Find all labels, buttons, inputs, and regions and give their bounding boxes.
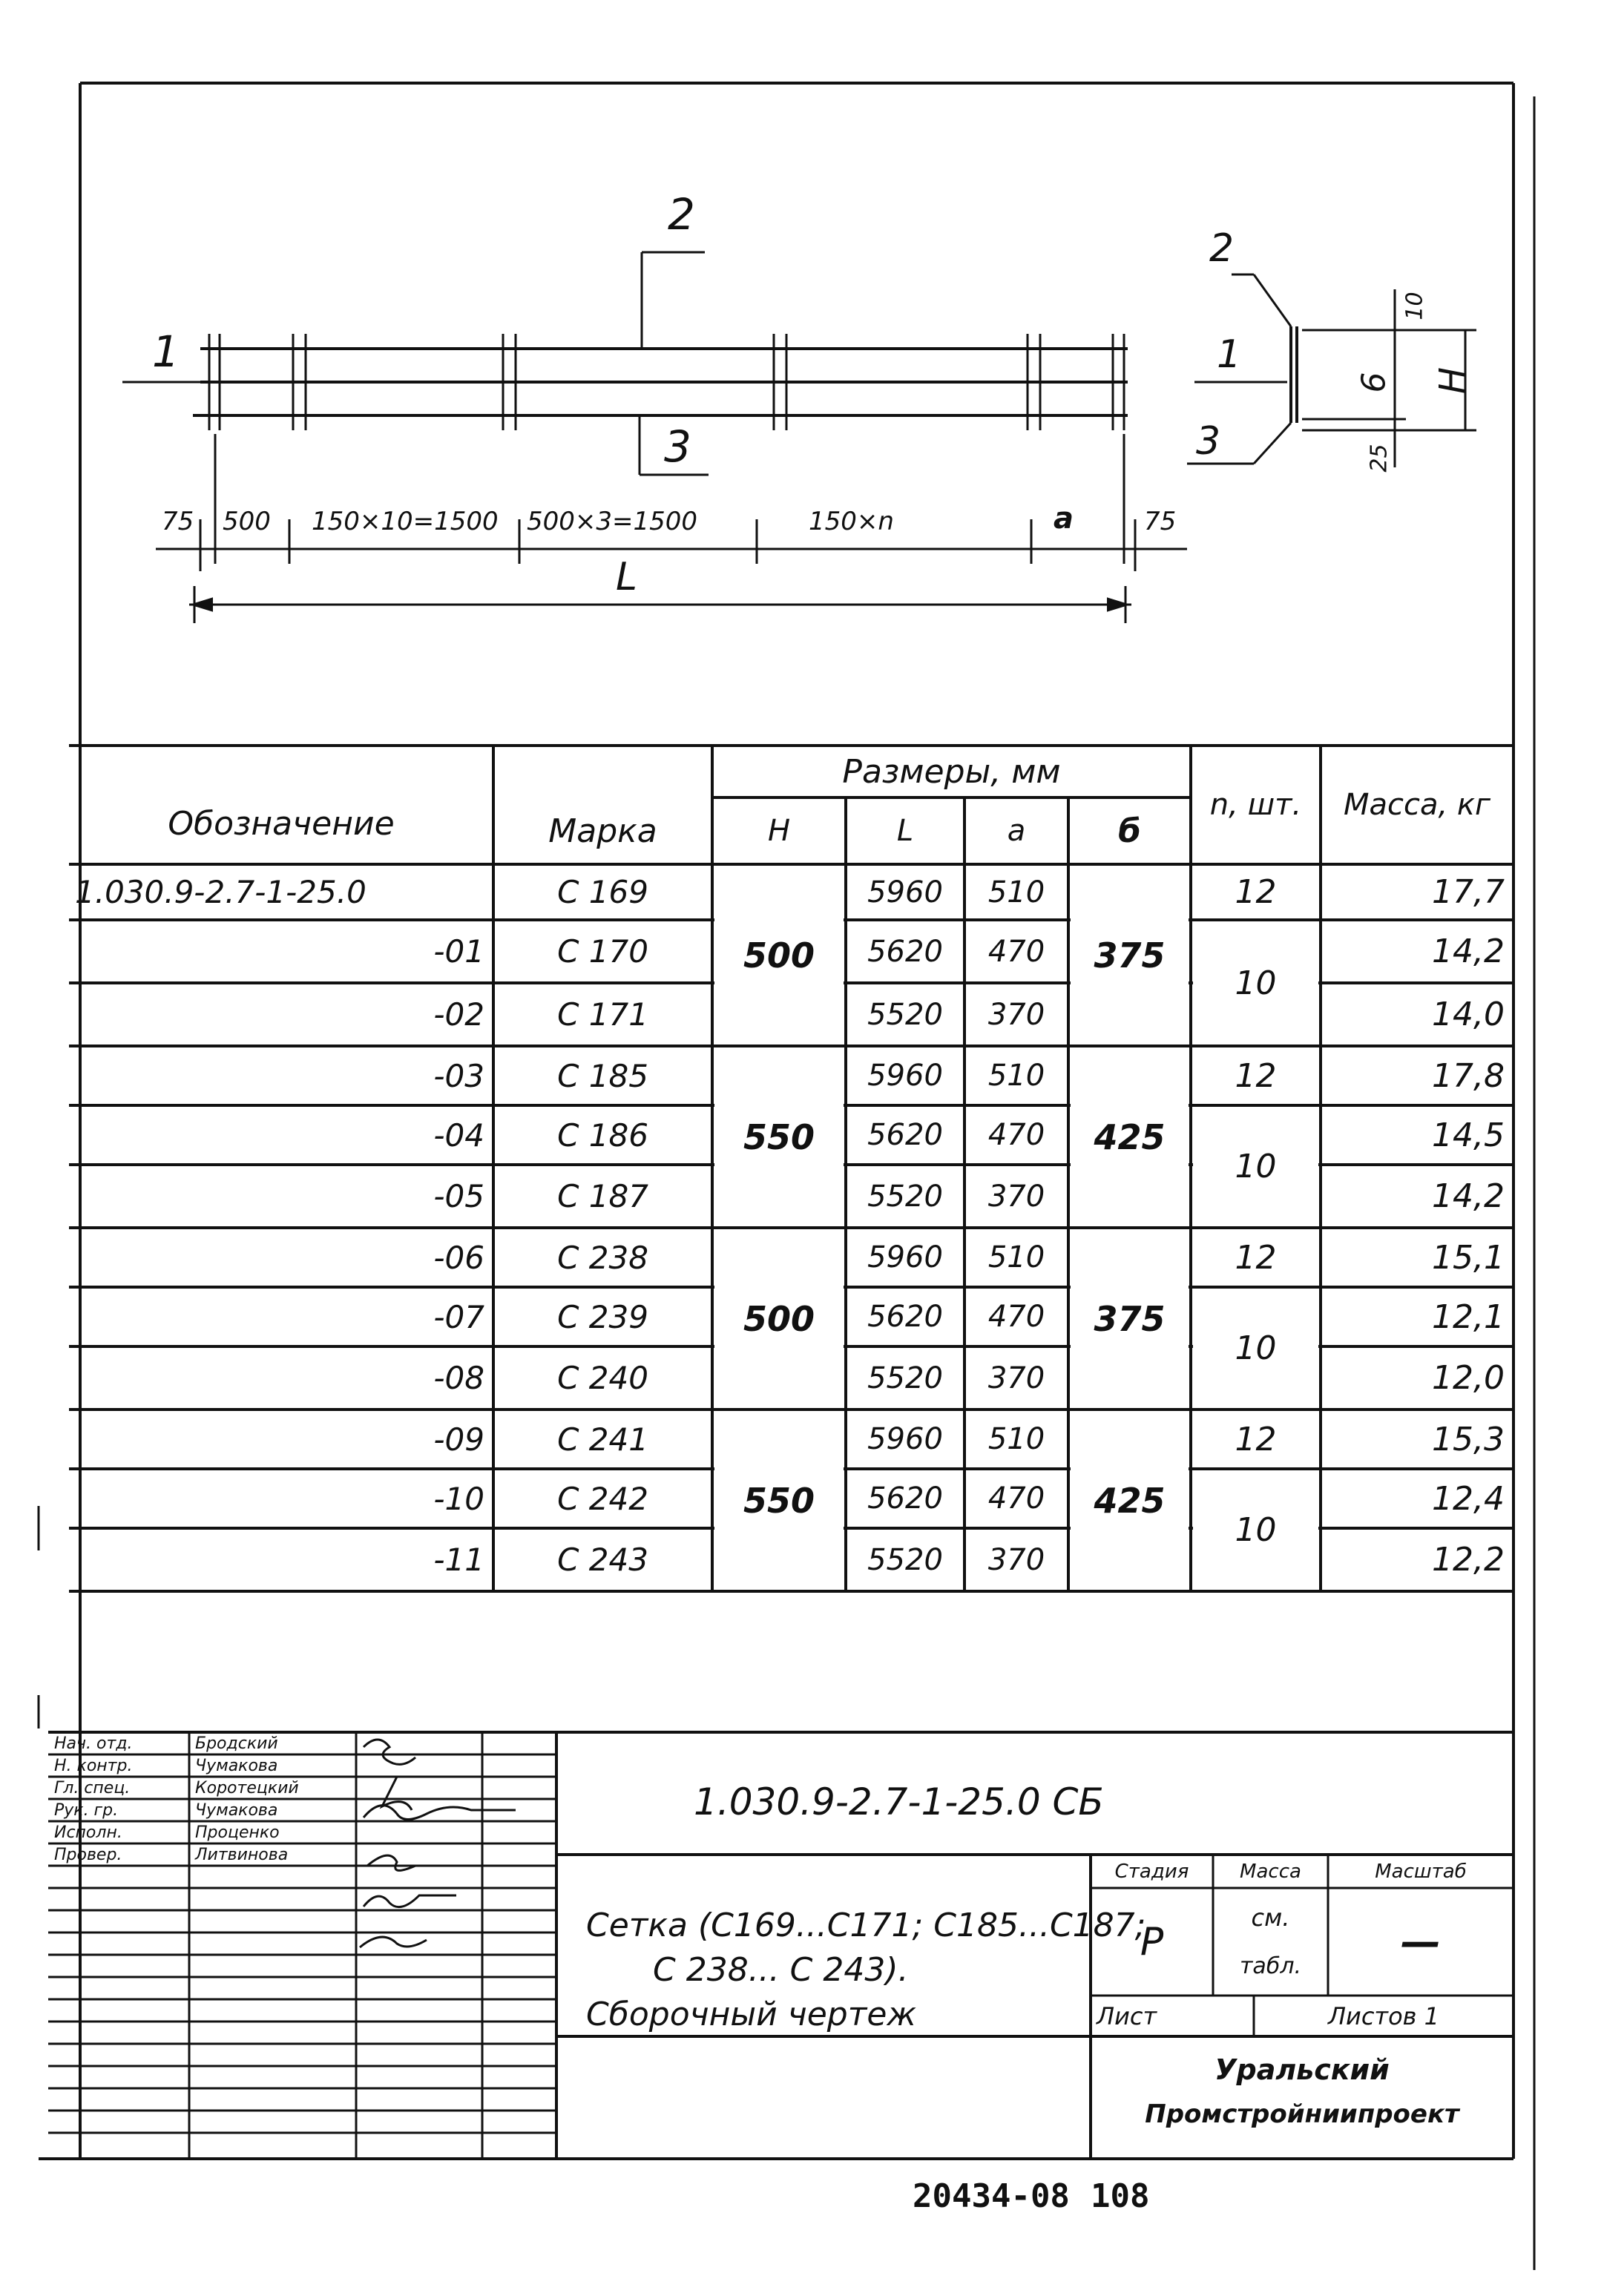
group-count: 10 xyxy=(1235,1148,1277,1185)
row-length: 5960 xyxy=(867,1059,943,1093)
row-mark: С 240 xyxy=(557,1360,648,1396)
role-label: Исполн. xyxy=(54,1823,122,1842)
row-designation: -01 xyxy=(433,933,484,970)
dim-500: 500 xyxy=(223,507,271,536)
section-callout-3: 3 xyxy=(1196,419,1221,464)
role-label: Нач. отд. xyxy=(54,1734,133,1753)
row-a: 470 xyxy=(987,1481,1045,1516)
section-dim-10: 10 xyxy=(1401,292,1428,320)
row-length: 5960 xyxy=(867,1422,943,1456)
row-mark: С 187 xyxy=(557,1178,648,1214)
row-mass: 12,4 xyxy=(1432,1479,1505,1518)
dim-75-left: 75 xyxy=(162,507,194,536)
row-mass: 14,2 xyxy=(1432,932,1505,970)
callout-2: 2 xyxy=(668,189,695,240)
row-length: 5620 xyxy=(867,1118,943,1152)
section-dim-H: H xyxy=(1432,366,1474,395)
callout-1: 1 xyxy=(152,326,180,377)
person-name: Бродский xyxy=(195,1734,278,1753)
row-mark: С 186 xyxy=(557,1116,648,1154)
row-a: 510 xyxy=(987,1240,1045,1274)
group-height: 500 xyxy=(743,935,815,976)
scale-label: Масштаб xyxy=(1375,1860,1467,1883)
row-count: 12 xyxy=(1235,873,1277,911)
header-b: б xyxy=(1118,812,1141,850)
header-mass: Масса, кг xyxy=(1343,788,1491,822)
row-length: 5520 xyxy=(867,1361,943,1395)
stage-label: Стадия xyxy=(1114,1860,1189,1883)
row-length: 5620 xyxy=(867,934,943,969)
row-a: 470 xyxy=(987,934,1045,969)
section-callout-2: 2 xyxy=(1209,226,1235,271)
row-a: 370 xyxy=(987,1542,1045,1577)
header-a: a xyxy=(1007,814,1026,848)
row-designation: -07 xyxy=(433,1298,484,1335)
row-a: 370 xyxy=(987,1179,1045,1214)
role-label: Гл. спец. xyxy=(54,1778,131,1797)
row-count: 12 xyxy=(1235,1056,1277,1095)
dim-length-L: L xyxy=(616,555,637,599)
document-code: 1.030.9-2.7-1-25.0 СБ xyxy=(694,1780,1104,1823)
group-b: 425 xyxy=(1094,1480,1166,1521)
row-mass: 14,5 xyxy=(1432,1116,1505,1154)
row-length: 5520 xyxy=(867,1179,943,1214)
header-designation: Обозначение xyxy=(168,804,395,843)
header-sizes: Размеры, мм xyxy=(842,752,1061,791)
group-height: 550 xyxy=(743,1480,815,1521)
person-name: Чумакова xyxy=(195,1756,278,1775)
section-dim-6: 6 xyxy=(1355,372,1393,393)
row-mark: С 169 xyxy=(557,874,648,910)
row-designation: -11 xyxy=(433,1542,484,1578)
row-designation: -04 xyxy=(433,1116,484,1154)
sheets-label: Листов 1 xyxy=(1327,2001,1440,2030)
row-mass: 12,2 xyxy=(1432,1541,1505,1579)
row-designation: 1.030.9-2.7-1-25.0 xyxy=(75,874,367,910)
role-label: Провер. xyxy=(54,1845,122,1864)
organization-line-1: Уральский xyxy=(1214,2053,1390,2086)
row-mass: 14,2 xyxy=(1432,1177,1505,1215)
section-callout-1: 1 xyxy=(1217,332,1242,377)
person-name: Чумакова xyxy=(195,1800,278,1820)
header-h: H xyxy=(767,814,791,848)
dim-75-right: 75 xyxy=(1144,507,1177,536)
group-count: 10 xyxy=(1235,964,1277,1002)
group-b: 375 xyxy=(1094,935,1166,976)
person-name: Литвинова xyxy=(195,1845,289,1864)
drawing-title-line-3: Сборочный чертеж xyxy=(586,1996,917,2033)
callout-3: 3 xyxy=(664,421,691,472)
group-height: 500 xyxy=(743,1298,815,1339)
mass-label: Масса xyxy=(1240,1860,1301,1883)
row-mass: 17,8 xyxy=(1432,1056,1505,1095)
row-a: 370 xyxy=(987,1361,1045,1395)
scale-value: — xyxy=(1401,1918,1441,1965)
row-mark: С 170 xyxy=(557,933,648,970)
row-designation: -03 xyxy=(433,1057,484,1094)
person-name: Коротецкий xyxy=(195,1778,299,1797)
row-a: 370 xyxy=(987,997,1045,1032)
group-count: 10 xyxy=(1235,1511,1277,1549)
row-length: 5960 xyxy=(867,1240,943,1274)
header-mark: Марка xyxy=(548,812,657,850)
row-designation: -02 xyxy=(433,996,484,1033)
row-mark: С 171 xyxy=(557,996,648,1033)
dim-a: a xyxy=(1054,501,1074,536)
group-b: 375 xyxy=(1094,1298,1166,1339)
row-mass: 17,7 xyxy=(1432,873,1505,911)
row-mass: 15,1 xyxy=(1432,1238,1505,1277)
organization-line-2: Промстройниипроект xyxy=(1145,2099,1459,2129)
row-mark: С 185 xyxy=(557,1057,648,1094)
person-name: Проценко xyxy=(195,1823,280,1842)
row-a: 510 xyxy=(987,875,1045,909)
row-designation: -06 xyxy=(433,1239,484,1276)
role-label: Рук. гр. xyxy=(54,1800,119,1820)
row-length: 5620 xyxy=(867,1300,943,1334)
archive-stamp: 20434-08 xyxy=(913,2177,1070,2215)
dim-150xn: 150×n xyxy=(809,507,894,536)
role-label: Н. контр. xyxy=(54,1756,133,1775)
row-mark: С 241 xyxy=(557,1421,648,1458)
group-height: 550 xyxy=(743,1116,815,1157)
drawing-title-line-1: Сетка (С169...С171; С185...С187; xyxy=(586,1907,1146,1944)
row-designation: -05 xyxy=(433,1178,484,1214)
header-n: n, шт. xyxy=(1209,788,1302,822)
row-length: 5520 xyxy=(867,997,943,1032)
mesh-side-view xyxy=(122,252,1187,623)
mass-value-1: см. xyxy=(1251,1904,1290,1932)
row-a: 510 xyxy=(987,1059,1045,1093)
row-mass: 12,0 xyxy=(1432,1359,1505,1397)
group-b: 425 xyxy=(1094,1116,1166,1157)
section-dim-25: 25 xyxy=(1366,444,1393,473)
row-mark: С 239 xyxy=(557,1298,648,1335)
row-a: 470 xyxy=(987,1300,1045,1334)
row-length: 5520 xyxy=(867,1542,943,1577)
row-designation: -09 xyxy=(433,1421,484,1458)
stage-value: Р xyxy=(1140,1919,1164,1964)
row-length: 5620 xyxy=(867,1481,943,1516)
header-l: L xyxy=(896,814,914,848)
page-number: 108 xyxy=(1091,2177,1150,2215)
row-designation: -10 xyxy=(433,1480,484,1517)
sheet-label: Лист xyxy=(1097,2001,1157,2030)
row-mass: 15,3 xyxy=(1432,1420,1505,1458)
drawing-title-line-2: С 238... С 243). xyxy=(653,1951,909,1989)
mass-value-2: табл. xyxy=(1239,1953,1302,1979)
row-designation: -08 xyxy=(433,1360,484,1396)
row-length: 5960 xyxy=(867,875,943,909)
row-a: 470 xyxy=(987,1118,1045,1152)
group-count: 10 xyxy=(1235,1329,1277,1367)
row-count: 12 xyxy=(1235,1238,1277,1277)
row-mark: С 243 xyxy=(557,1542,648,1578)
dim-150x10: 150×10=1500 xyxy=(312,507,499,536)
row-mass: 14,0 xyxy=(1432,996,1505,1033)
row-mass: 12,1 xyxy=(1432,1297,1505,1336)
dim-500x3: 500×3=1500 xyxy=(527,507,698,536)
row-a: 510 xyxy=(987,1422,1045,1456)
row-count: 12 xyxy=(1235,1420,1277,1458)
row-mark: С 242 xyxy=(557,1480,648,1517)
row-mark: С 238 xyxy=(557,1239,648,1276)
